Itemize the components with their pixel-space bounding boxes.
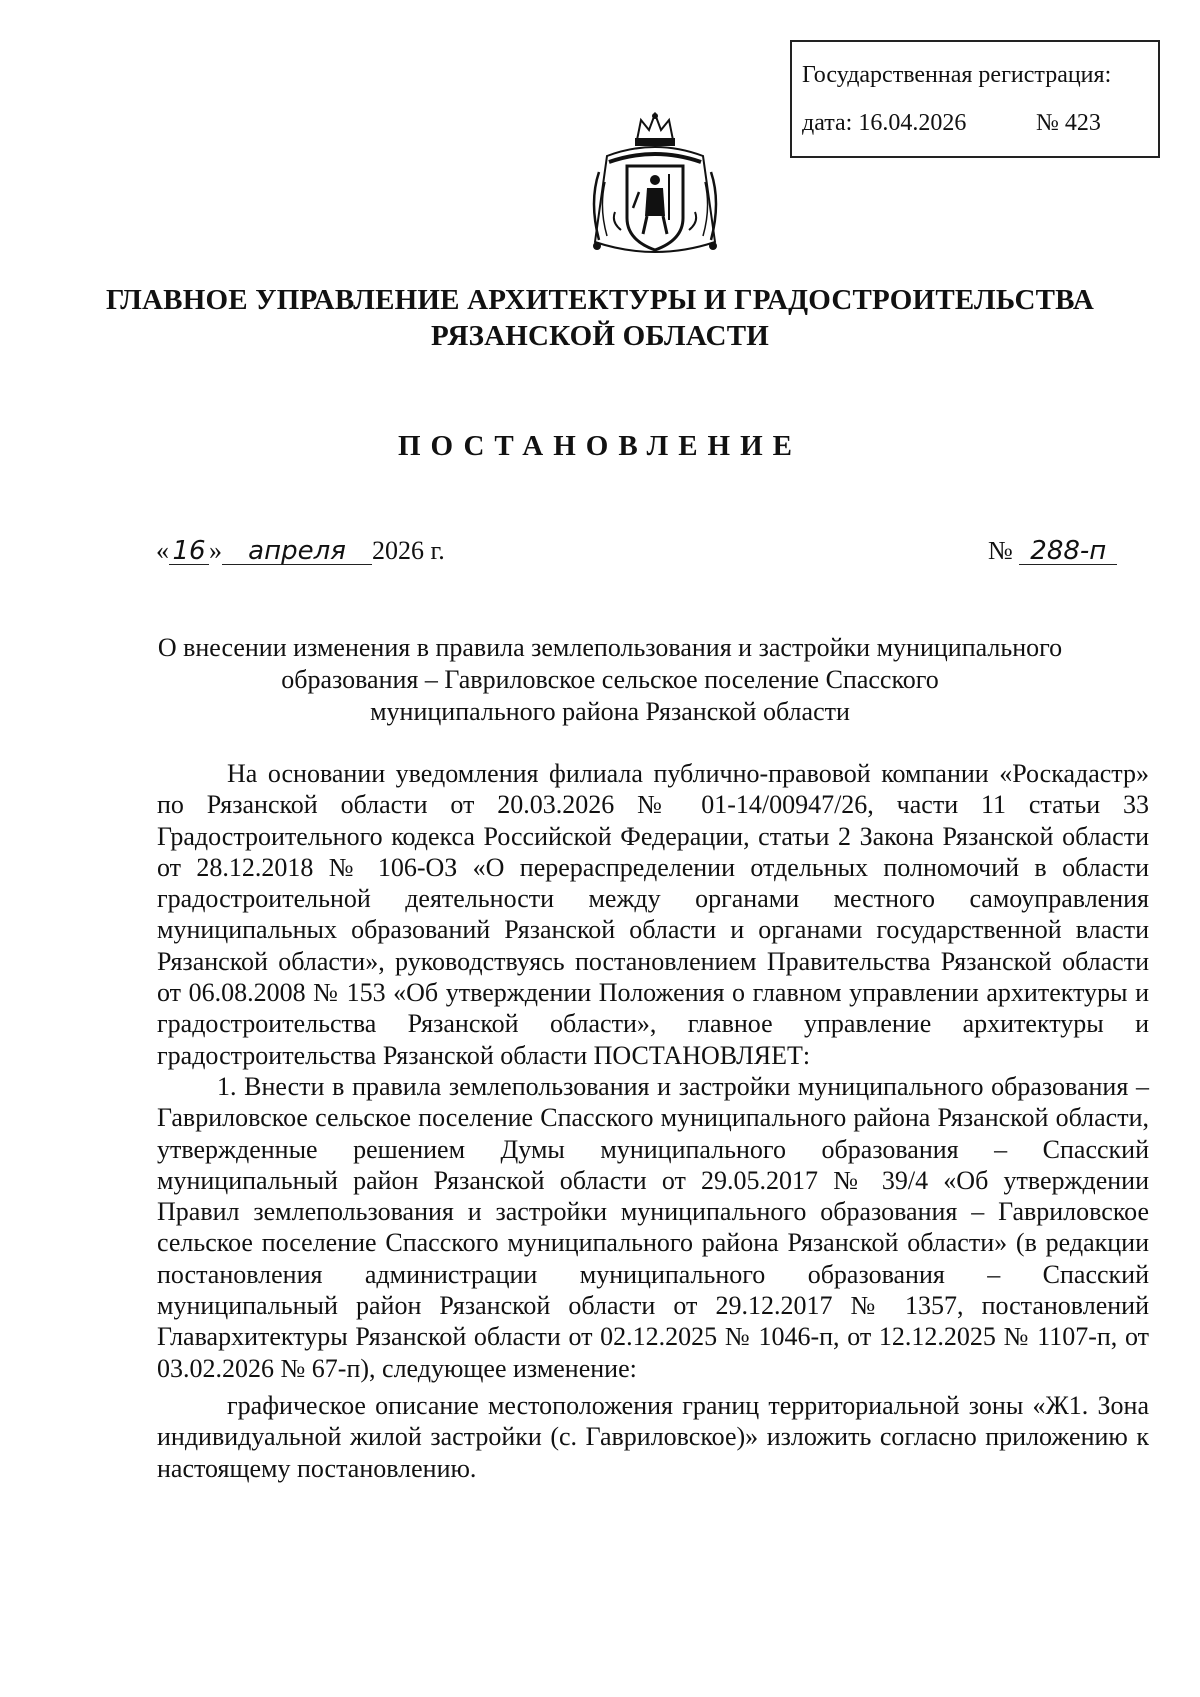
date-close-quote: » [209, 536, 222, 565]
change-paragraph: графическое описание местоположения границ территориальной зоны «Ж1. Зона индивидуальной жилой застройки (с. Гавриловское)» изложить согласно приложению к настоящему постановлению. [157, 1390, 1149, 1483]
organization-title-line1: ГЛАВНОЕ УПРАВЛЕНИЕ АРХИТЕКТУРЫ И ГРАДОСТРОИТЕЛЬСТВА [105, 284, 1095, 316]
subject-line2: образования – Гавриловское сельское поселение Спасского [281, 665, 939, 694]
organization-title-line2: РЯЗАНСКОЙ ОБЛАСТИ [431, 320, 769, 352]
registration-stamp [790, 40, 1160, 158]
registration-number: № 423 [1036, 110, 1101, 136]
organization-title [100, 282, 1100, 354]
date-month-handwritten: апреля [222, 538, 372, 565]
date-day-handwritten: 16 [169, 538, 209, 565]
document-type-heading: ПОСТАНОВЛЕНИЕ [397, 430, 802, 462]
registration-date: дата: 16.04.2026 [802, 110, 967, 136]
date-open-quote: « [156, 536, 169, 565]
registration-title: Государственная регистрация: [802, 62, 1112, 88]
document-body [157, 758, 1149, 1484]
number-prefix: № [988, 536, 1013, 565]
document-subject [130, 632, 1090, 728]
subject-line1: О внесении изменения в правила землепользования и застройки муниципального [157, 633, 1063, 662]
item-1-paragraph: 1. Внести в правила землепользования и застройки муниципального образования – Гавриловское сельское поселение Спасского муниципального района Рязанской области, утвержденные решением Думы муниципального образования – Спасский муниципальный район Рязанской области от 29.05.2017 № 39/4 «Об утверждении Правил землепользования и застройки муниципального образования – Гавриловское сельское поселение Спасского муниципального района Рязанской области» (в редакции постановления администрации муниципального образования – Спасский муниципальный район Рязанской области от 29.12.2017 № 1357, постановлений Главархитектуры Рязанской области от 02.12.2025 № 1046-п, от 12.12.2025 № 1107-п, от 03.02.2026 № 67-п), следующее изменение: [157, 1071, 1149, 1383]
subject-line3: муниципального района Рязанской области [370, 697, 850, 726]
date-year: 2026 г. [372, 536, 445, 565]
number-handwritten: 288-п [1019, 538, 1117, 565]
preamble-paragraph: На основании уведомления филиала публично-правовой компании «Роскадастр» по Рязанской области от 20.03.2026 № 01-14/00947/26, части 11 статьи 33 Градостроительного кодекса Российской Федерации, статьи 2 Закона Рязанской области от 28.12.2018 № 106-ОЗ «О перераспределении отдельных полномочий в области градостроительной деятельности между органами местного самоуправления муниципальных образований Рязанской области и органами государственной власти Рязанской области», руководствуясь постановлением Правительства Рязанской области от 06.08.2008 № 153 «Об утверждении Положения о главном управлении архитектуры и градостроительства Рязанской области», главное управление архитектуры и градостроительства Рязанской области ПОСТАНОВЛЯЕТ: [157, 759, 1149, 1070]
document-date [156, 536, 445, 566]
ryazan-coat-of-arms-icon [585, 112, 725, 272]
document-number [988, 536, 1117, 566]
